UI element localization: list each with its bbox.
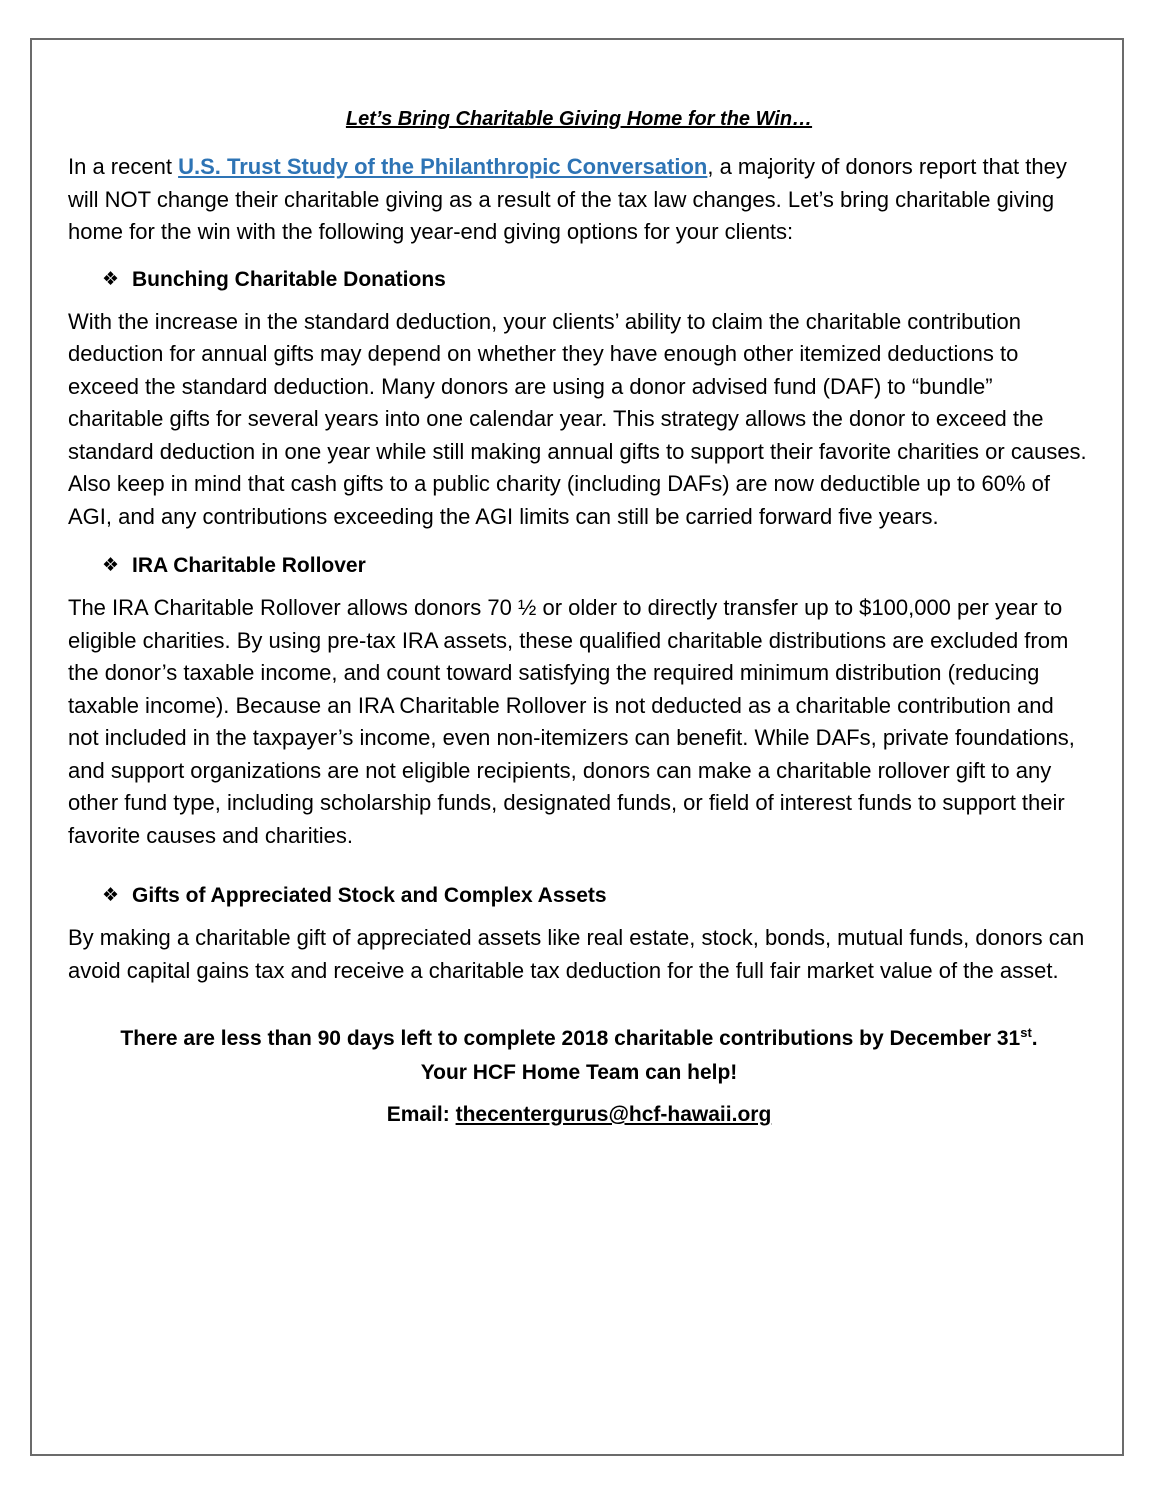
closing-callout — [68, 1022, 1090, 1090]
intro-text-after-link: , a majority of donors report that they will NOT change their charitable giving as a result of the tax law changes. Let’s bring charitable giving home for the win with the following year-end giving options for your clients: — [68, 154, 1067, 244]
section-heading-label: Gifts of Appreciated Stock and Complex Assets — [132, 884, 607, 907]
section-body-bunching: With the increase in the standard deduction, your clients’ ability to claim the charitable contribution deduction for annual gifts may depend on whether they have enough other itemized deductions to exceed the standard deduction. Many donors are using a donor advised fund (DAF) to “bundle” charitable gifts for several years into one calendar year. This strategy allows the donor to exceed the standard deduction in one year while still making annual gifts to support their favorite charities or causes. Also keep in mind that cash gifts to a public charity (including DAFs) are now deductible up to 60% of AGI, and any contributions exceeding the AGI limits can still be carried forward five years. — [68, 308, 1087, 529]
ordinal-suffix: st — [1020, 1025, 1032, 1040]
intro-text-before-link: In a recent — [68, 154, 179, 179]
section-body-appreciated-stock: By making a charitable gift of appreciated assets like real estate, stock, bonds, mutual funds, donors can avoid capital gains tax and receive a charitable tax deduction for the full fair market value of the asset. — [68, 925, 1085, 983]
diamond-bullet-icon: ❖ — [102, 885, 120, 906]
document-body — [68, 106, 1090, 1130]
intro-paragraph — [68, 151, 1090, 249]
section-heading-ira-rollover — [68, 550, 1090, 582]
diamond-bullet-icon: ❖ — [102, 555, 120, 576]
email-label: Email: — [386, 1103, 456, 1126]
study-link[interactable]: U.S. Trust Study of the Philanthropic Conversation — [178, 154, 708, 179]
section-heading-label: Bunching Charitable Donations — [132, 267, 446, 291]
email-link[interactable]: thecentergurus@hcf-hawaii.org — [455, 1103, 772, 1126]
deadline-line: There are less than 90 days left to complete 2018 charitable contributions by December 31st. — [120, 1025, 1038, 1050]
section-heading-appreciated-stock — [68, 880, 1090, 912]
section-heading-bunching — [68, 264, 1090, 296]
help-line: Your HCF Home Team can help! — [420, 1061, 738, 1084]
section-heading-label: IRA Charitable Rollover — [132, 554, 366, 577]
section-body-ira-rollover: The IRA Charitable Rollover allows donors 70 ½ or older to directly transfer up to $100,000 per year to eligible charities. By using pre-tax IRA assets, these qualified charitable distributions are excluded from the donor’s taxable income, and count toward satisfying the required minimum distribution (reducing taxable income). Because an IRA Charitable Rollover is not deducted as a charitable contribution and not included in the taxpayer’s income, even non-itemizers can benefit. While DAFs, private foundations, and support organizations are not eligible recipients, donors can make a charitable rollover gift to any other fund type, including scholarship funds, designated funds, or field of interest funds to support their favorite causes and charities. — [68, 595, 1075, 848]
diamond-bullet-icon: ❖ — [102, 268, 120, 290]
document-title: Let’s Bring Charitable Giving Home for the Win… — [345, 108, 813, 130]
email-line — [68, 1100, 1090, 1130]
